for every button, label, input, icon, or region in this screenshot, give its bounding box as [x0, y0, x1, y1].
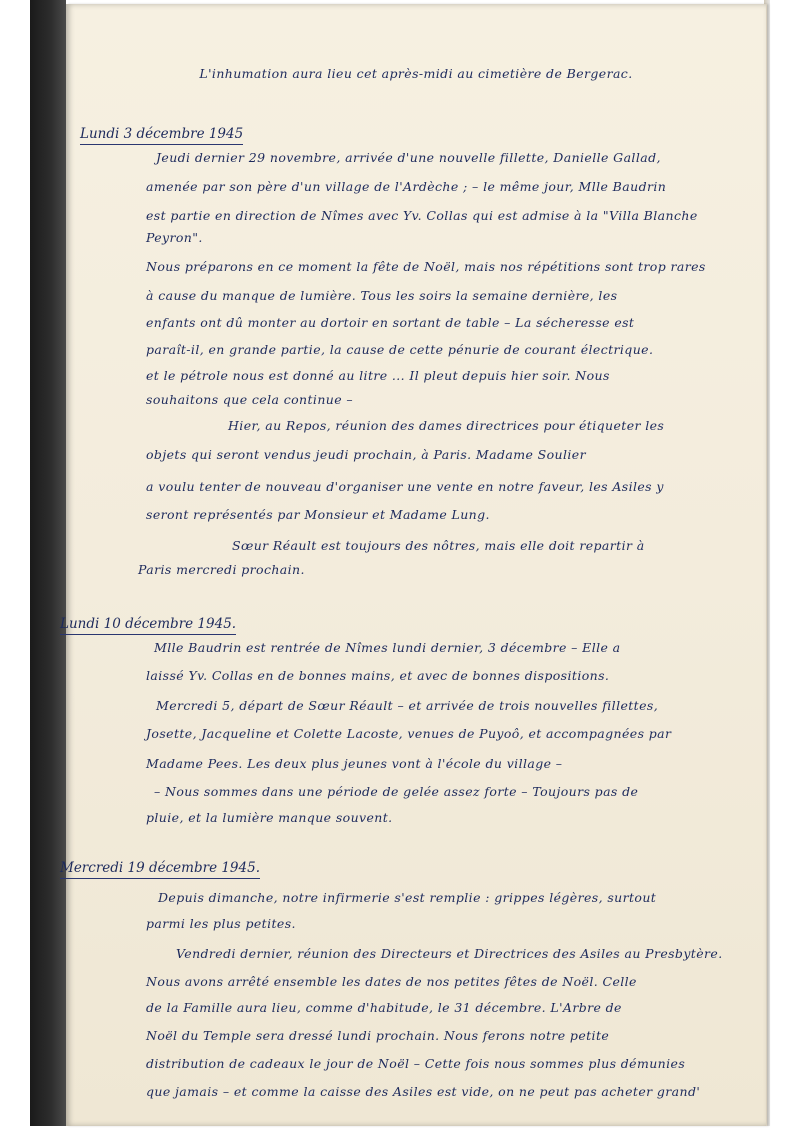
intro-line: L'inhumation aura lieu cet après-midi au cimetière de Bergerac. — [199, 66, 633, 81]
entry-1-line: enfants ont dû monter au dortoir en sortant de table – La sécheresse est — [146, 315, 635, 330]
entry-1-line: Hier, au Repos, réunion des dames directrices pour étiqueter les — [228, 418, 665, 433]
entry-1-line: a voulu tenter de nouveau d'organiser une vente en notre faveur, les Asiles y — [146, 479, 664, 494]
entry-2-line: pluie, et la lumière manque souvent. — [146, 810, 393, 825]
entry-heading-2: Lundi 10 décembre 1945. — [60, 616, 236, 635]
entry-2-line: Mlle Baudrin est rentrée de Nîmes lundi dernier, 3 décembre – Elle a — [154, 640, 621, 655]
entry-3-line: Vendredi dernier, réunion des Directeurs et Directrices des Asiles au Presbytère. — [176, 946, 723, 961]
entry-3-line: que jamais – et comme la caisse des Asiles est vide, on ne peut pas acheter grand' — [146, 1084, 701, 1099]
entry-3-line: de la Famille aura lieu, comme d'habitude, le 31 décembre. L'Arbre de — [146, 1000, 622, 1015]
entry-1-line: souhaitons que cela continue – — [146, 392, 354, 407]
entry-1-line: seront représentés par Monsieur et Madame Lung. — [146, 507, 490, 522]
entry-2-line: – Nous sommes dans une période de gelée assez forte – Toujours pas de — [154, 784, 639, 799]
entry-1-line: paraît-il, en grande partie, la cause de cette pénurie de courant électrique. — [146, 342, 654, 357]
entry-1-line: amenée par son père d'un village de l'Ardèche ; – le même jour, Mlle Baudrin — [146, 179, 667, 194]
handwritten-page — [60, 4, 767, 1126]
entry-1-line: Jeudi dernier 29 novembre, arrivée d'une nouvelle fillette, Danielle Gallad, — [156, 150, 661, 165]
book-binding — [30, 0, 66, 1126]
entry-1-line: Peyron". — [146, 230, 203, 245]
entry-1-line: objets qui seront vendus jeudi prochain, à Paris. Madame Soulier — [146, 447, 586, 462]
entry-2-line: laissé Yv. Collas en de bonnes mains, et avec de bonnes dispositions. — [146, 668, 610, 683]
entry-heading-3: Mercredi 19 décembre 1945. — [60, 860, 260, 879]
entry-1-line: à cause du manque de lumière. Tous les soirs la semaine dernière, les — [146, 288, 618, 303]
entry-3-line: Depuis dimanche, notre infirmerie s'est remplie : grippes légères, surtout — [158, 890, 657, 905]
entry-1-line: est partie en direction de Nîmes avec Yv. Collas qui est admise à la "Villa Blanche — [146, 208, 698, 223]
entry-3-line: Nous avons arrêté ensemble les dates de nos petites fêtes de Noël. Celle — [146, 974, 637, 989]
entry-2-line: Madame Pees. Les deux plus jeunes vont à l'école du village – — [146, 756, 563, 771]
entry-2-line: Josette, Jacqueline et Colette Lacoste, venues de Puyoô, et accompagnées par — [146, 726, 672, 741]
entry-1-line: Nous préparons en ce moment la fête de Noël, mais nos répétitions sont trop rares — [146, 259, 706, 274]
entry-3-line: Noël du Temple sera dressé lundi prochain. Nous ferons notre petite — [146, 1028, 610, 1043]
entry-1-line: Paris mercredi prochain. — [138, 562, 305, 577]
entry-3-line: distribution de cadeaux le jour de Noël – Cette fois nous sommes plus démunies — [146, 1056, 686, 1071]
entry-2-line: Mercredi 5, départ de Sœur Réault – et arrivée de trois nouvelles fillettes, — [156, 698, 659, 713]
entry-heading-1: Lundi 3 décembre 1945 — [80, 126, 243, 145]
entry-1-line: Sœur Réault est toujours des nôtres, mais elle doit repartir à — [232, 538, 645, 553]
entry-3-line: parmi les plus petites. — [146, 916, 296, 931]
entry-1-line: et le pétrole nous est donné au litre ... Il pleut depuis hier soir. Nous — [146, 368, 610, 383]
